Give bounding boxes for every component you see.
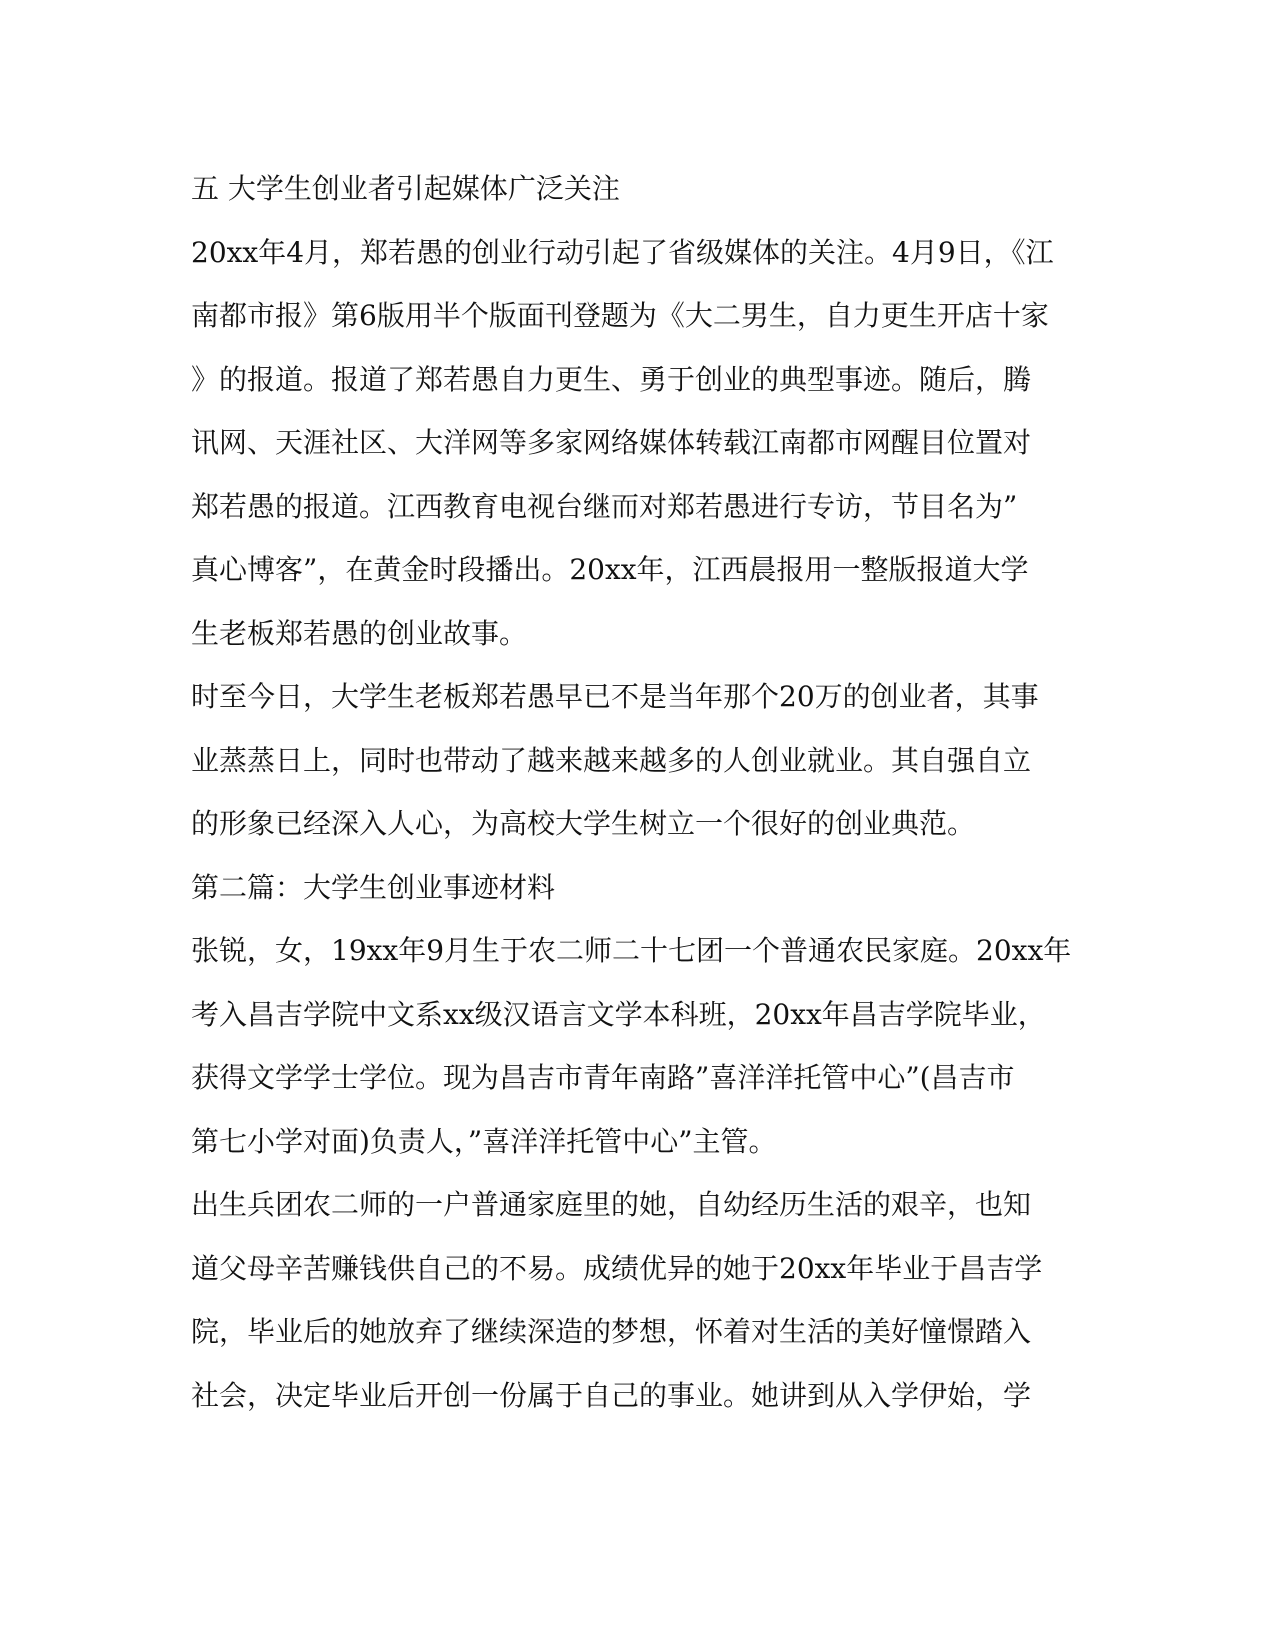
text-line: 》的报道。报道了郑若愚自力更生、勇于创业的典型事迹。随后，腾 [191,362,1032,396]
text-line: 真心博客”，在黄金时段播出。20xx年，江西晨报用一整版报道大学 [191,553,1029,586]
text-line: 业蒸蒸日上，同时也带动了越来越来越多的人创业就业。其自强自立 [191,743,1032,777]
text-line: 20xx年4月，郑若愚的创业行动引起了省级媒体的关注。4月9日，《江 [191,235,1054,269]
text-line: 的形象已经深入人心，为高校大学生树立一个很好的创业典范。 [191,807,976,840]
text-line: 第七小学对面)负责人，”喜洋洋托管中心”主管。 [191,1124,777,1158]
text-line: 出生兵团农二师的一户普通家庭里的她，自幼经历生活的艰辛，也知 [191,1188,1032,1221]
text-line: 道父母辛苦赚钱供自己的不易。成绩优异的她于20xx年毕业于昌吉学 [191,1251,1043,1285]
text-line: 郑若愚的报道。江西教育电视台继而对郑若愚进行专访，节目名为” [191,489,1018,523]
text-line: 院，毕业后的她放弃了继续深造的梦想，怀着对生活的美好憧憬踏入 [191,1315,1032,1348]
text-line: 讯网、天涯社区、大洋网等多家网络媒体转载江南都市网醒目位置对 [191,426,1032,459]
text-line: 南都市报》第6版用半个版面刊登题为《大二男生，自力更生开店十家 [191,299,1049,332]
text-line: 考入昌吉学院中文系xx级汉语言文学本科班，20xx年昌吉学院毕业， [191,997,1046,1031]
chapter-heading: 第二篇：大学生创业事迹材料 [191,870,556,904]
text-line: 社会，决定毕业后开创一份属于自己的事业。她讲到从入学伊始，学 [191,1378,1032,1412]
section-heading: 五 大学生创业者引起媒体广泛关注 [191,172,620,205]
text-line: 时至今日，大学生老板郑若愚早已不是当年那个20万的创业者，其事 [191,680,1039,713]
text-line: 获得文学学士学位。现为昌吉市青年南路”喜洋洋托管中心”(昌吉市 [191,1061,1015,1094]
text-line: 生老板郑若愚的创业故事。 [191,616,528,650]
document-body [191,157,1091,1427]
text-line: 张锐，女，19xx年9月生于农二师二十七团一个普通农民家庭。20xx年 [191,934,1072,967]
